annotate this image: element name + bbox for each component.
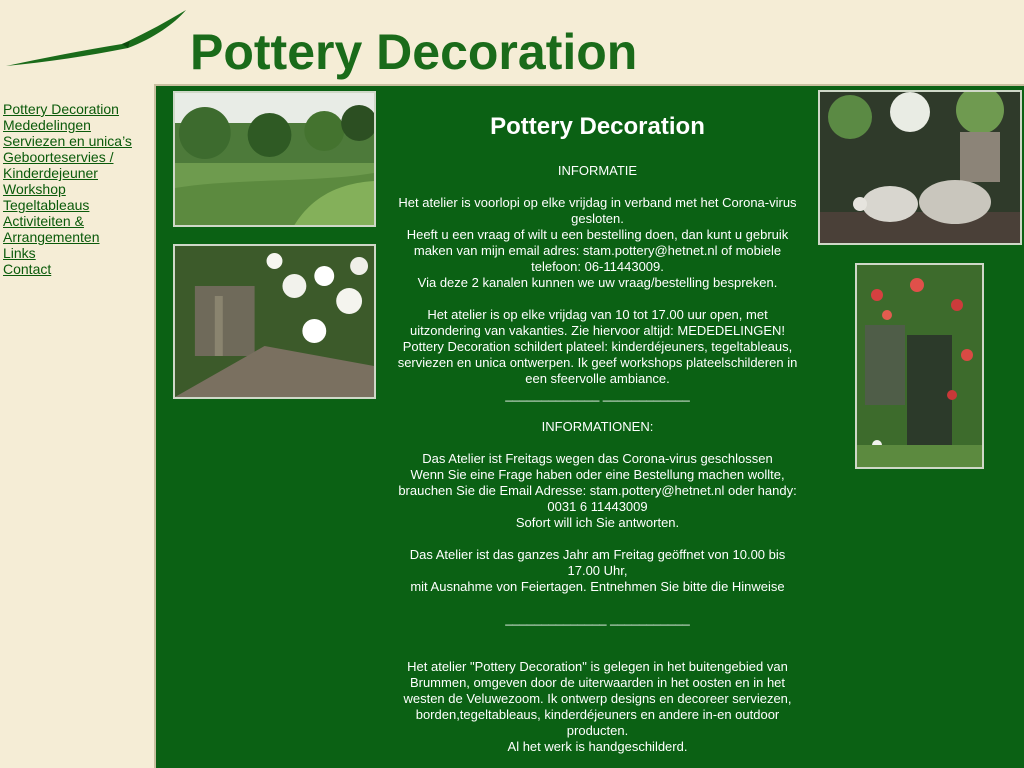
about-line: Brummen, omgeven door de uiterwaarden in het oosten en in het bbox=[409, 675, 786, 690]
about-line: westen de Veluwezoom. Ik ontwerp designs en decoreer serviezen, bbox=[403, 691, 792, 706]
de-line: Das Atelier ist das ganzes Jahr am Freitag geöffnet von 10.00 bis bbox=[409, 547, 786, 562]
climbing-roses-photo bbox=[855, 263, 984, 469]
nl-line: Het atelier is op elke vrijdag van 10 tot 17.00 uur open, met bbox=[427, 307, 768, 322]
about-line: Al het werk is handgeschilderd. bbox=[507, 739, 688, 754]
stone-birds-photo bbox=[818, 90, 1022, 245]
de-line: 0031 6 11443009 bbox=[547, 499, 648, 514]
paintbrush-icon bbox=[4, 8, 188, 68]
nl-line: een sfeervolle ambiance. bbox=[525, 371, 670, 386]
nl-line: gesloten. bbox=[571, 211, 624, 226]
main-content-panel bbox=[154, 84, 1024, 768]
nav-link-workshop[interactable]: Workshop bbox=[3, 181, 66, 197]
nav-link-activiteiten[interactable]: Activiteiten & bbox=[3, 213, 84, 229]
nav-link-tegeltableaus[interactable]: Tegeltableaus bbox=[3, 197, 90, 213]
nl-line: telefoon: 06-11443009. bbox=[531, 259, 664, 274]
nav-link-mededelingen[interactable]: Mededelingen bbox=[3, 117, 91, 133]
rose-arbor-photo bbox=[173, 244, 376, 399]
nav-link-arrangementen[interactable]: Arrangementen bbox=[3, 229, 100, 245]
garden-photo bbox=[173, 91, 376, 227]
de-line: mit Ausnahme von Feiertagen. Entnehmen Sie bitte die Hinweise bbox=[410, 579, 785, 594]
nav-link-serviezen[interactable]: Serviezen en unica’s bbox=[3, 133, 132, 149]
nav-link-contact[interactable]: Contact bbox=[3, 261, 52, 277]
nav-link-links[interactable]: Links bbox=[3, 245, 36, 261]
nav-link-pottery-decoration[interactable]: Pottery Decoration bbox=[3, 101, 119, 117]
about-line: borden,tegeltableaus, kinderdéjeuners en andere in-en outdoor bbox=[415, 707, 780, 722]
sidebar-nav bbox=[3, 101, 153, 277]
nl-line: uitzondering van vakanties. Zie hiervoor altijd: MEDEDELINGEN! bbox=[410, 323, 785, 338]
nl-line: Het atelier is voorlopi op elke vrijdag in verband met het Corona-virus bbox=[398, 195, 797, 210]
de-line: Wenn Sie eine Frage haben oder eine Bestellung machen wollte, bbox=[410, 467, 785, 482]
nl-line: Pottery Decoration schildert plateel: kinderdéjeuners, tegeltableaus, bbox=[402, 339, 793, 354]
divider-line: ______________ ___________ bbox=[505, 611, 690, 626]
divider-line: _____________ ____________ bbox=[505, 387, 690, 402]
de-line: brauchen Sie die Email Adresse: stam.pottery@hetnet.nl oder handy: bbox=[398, 483, 797, 498]
de-line: 17.00 Uhr, bbox=[567, 563, 628, 578]
about-line: producten. bbox=[566, 723, 629, 738]
nl-line: Heeft u een vraag of wilt u een bestelling doen, dan kunt u gebruik bbox=[406, 227, 789, 242]
nl-info-label: INFORMATIE bbox=[557, 163, 638, 178]
nav-link-kinderdejeuner[interactable]: Kinderdejeuner bbox=[3, 165, 98, 181]
nl-line: maken van mijn email adres: stam.pottery@hetnet.nl of mobiele bbox=[413, 243, 782, 258]
de-line: Sofort will ich Sie antworten. bbox=[515, 515, 680, 530]
nl-line: serviezen en unica ontwerpen. Ik geef workshops plateelschilderen in bbox=[397, 355, 798, 370]
site-title: Pottery Decoration bbox=[190, 24, 638, 80]
de-info-label: INFORMATIONEN: bbox=[541, 419, 654, 434]
nav-link-geboorteservies[interactable]: Geboorteservies / bbox=[3, 149, 114, 165]
about-line: Het atelier "Pottery Decoration" is gelegen in het buitengebied van bbox=[407, 659, 788, 674]
content-heading: Pottery Decoration bbox=[490, 113, 705, 140]
de-line: Das Atelier ist Freitags wegen das Corona-virus geschlossen bbox=[422, 451, 773, 466]
info-text bbox=[380, 111, 815, 755]
nl-line: Via deze 2 kanalen kunnen we uw vraag/bestelling bespreken. bbox=[417, 275, 778, 290]
